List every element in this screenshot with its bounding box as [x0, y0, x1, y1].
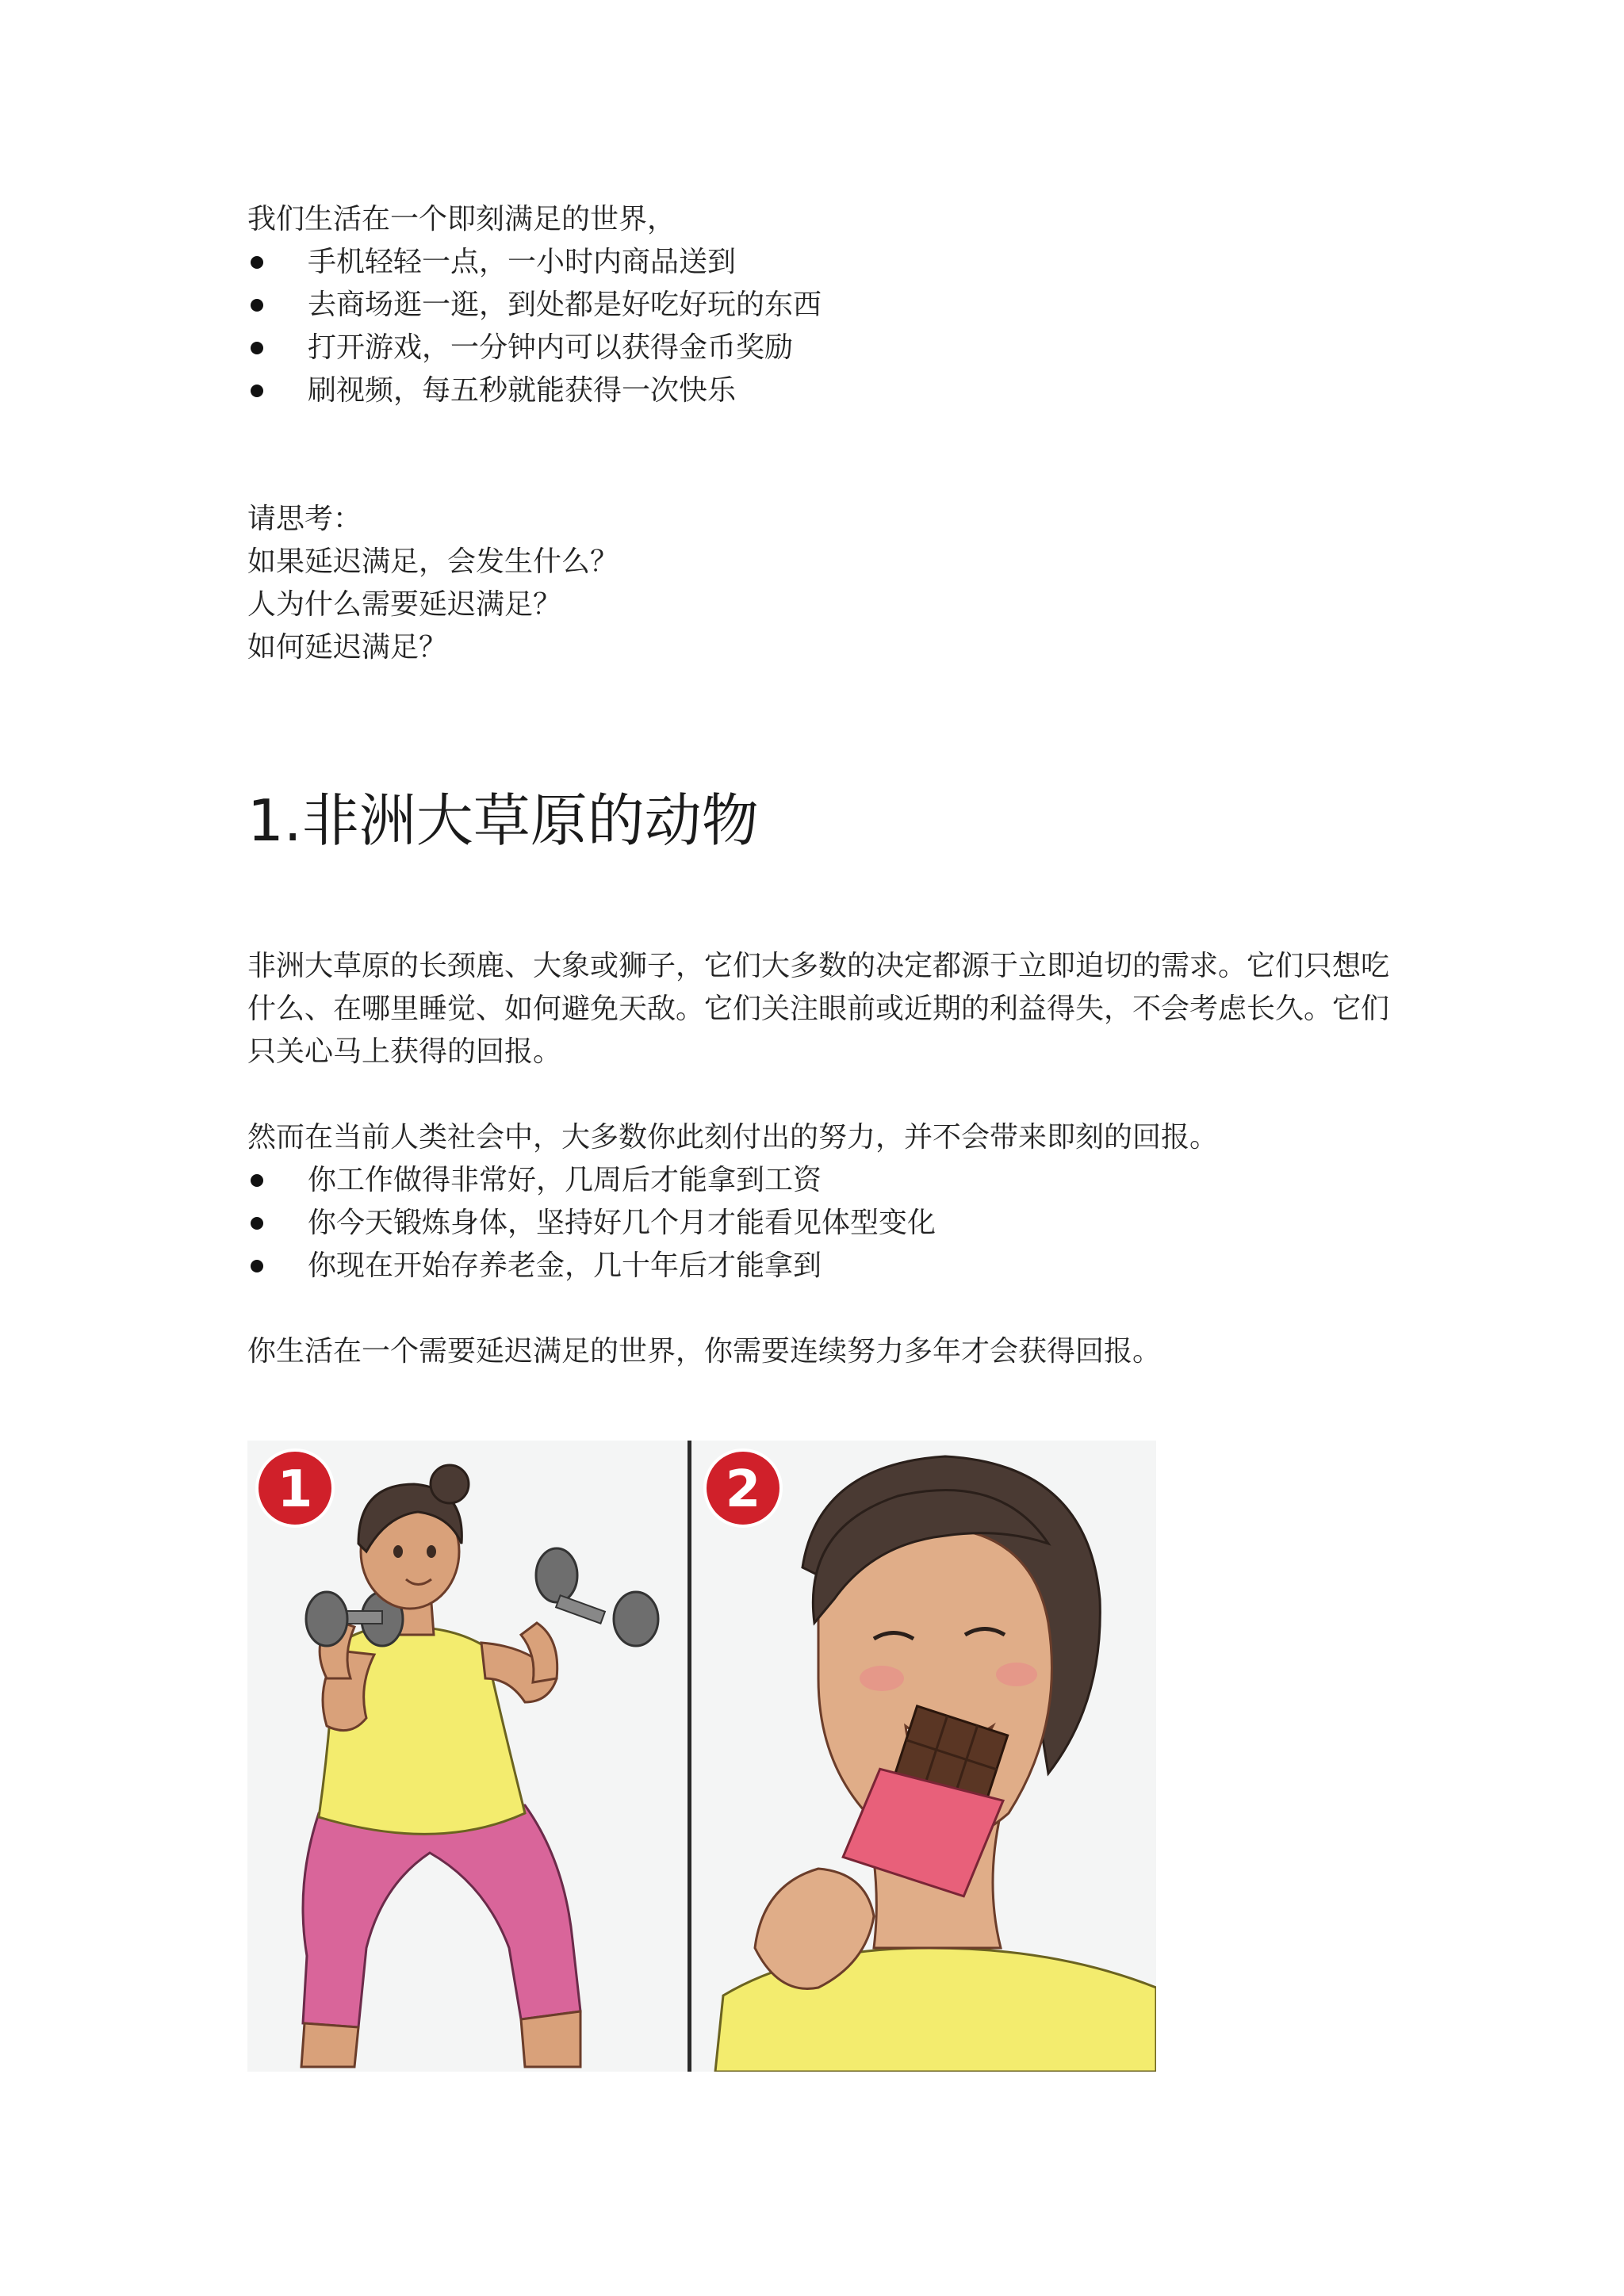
- document-body: [247, 198, 1389, 1373]
- illustration-svg: [247, 1441, 1156, 2072]
- section-paragraph: 非洲大草原的长颈鹿、大象或狮子，它们大多数的决定都源于立即迫切的需求。它们只想吃什么、在哪里睡觉、如何避免天敌。它们关注眼前或近期的利益得失，不会考虑长久。它们只关心马上获得的回报。: [247, 950, 1390, 1068]
- list-item: 刷视频，每五秒就能获得一次快乐: [247, 369, 1389, 412]
- list-item: 去商场逛一逛，到处都是好吃好玩的东西: [247, 284, 1389, 327]
- list-item: 打开游戏，一分钟内可以获得金币奖励: [247, 327, 1389, 369]
- think-question: 如果延迟满足，会发生什么？: [247, 545, 619, 578]
- section-bullet-list: [247, 1159, 1389, 1288]
- intro-lead: 我们生活在一个即刻满足的世界，: [247, 203, 676, 235]
- panel-divider: [688, 1441, 691, 2072]
- think-question: 如何延迟满足？: [247, 631, 448, 664]
- illustration-exercise-vs-chocolate: [247, 1441, 1156, 2072]
- list-item: 你工作做得非常好，几周后才能拿到工资: [247, 1159, 1389, 1202]
- step-1-number: 1: [277, 1460, 313, 1519]
- section-closing: 你生活在一个需要延迟满足的世界，你需要连续努力多年才会获得回报。: [247, 1335, 1162, 1368]
- intro-bullet-list: [247, 241, 1389, 412]
- list-item: 手机轻轻一点，一小时内商品送到: [247, 241, 1389, 284]
- list-item: 你现在开始存养老金，几十年后才能拿到: [247, 1245, 1389, 1288]
- section-heading: 1.非洲大草原的动物: [247, 787, 759, 854]
- step-2-number: 2: [725, 1460, 761, 1519]
- list-item: 你今天锻炼身体，坚持好几个月才能看见体型变化: [247, 1202, 1389, 1245]
- think-label: 请思考：: [247, 503, 362, 535]
- section-paragraph: 然而在当前人类社会中，大多数你此刻付出的努力，并不会带来即刻的回报。: [247, 1121, 1219, 1154]
- think-question: 人为什么需要延迟满足？: [247, 588, 562, 621]
